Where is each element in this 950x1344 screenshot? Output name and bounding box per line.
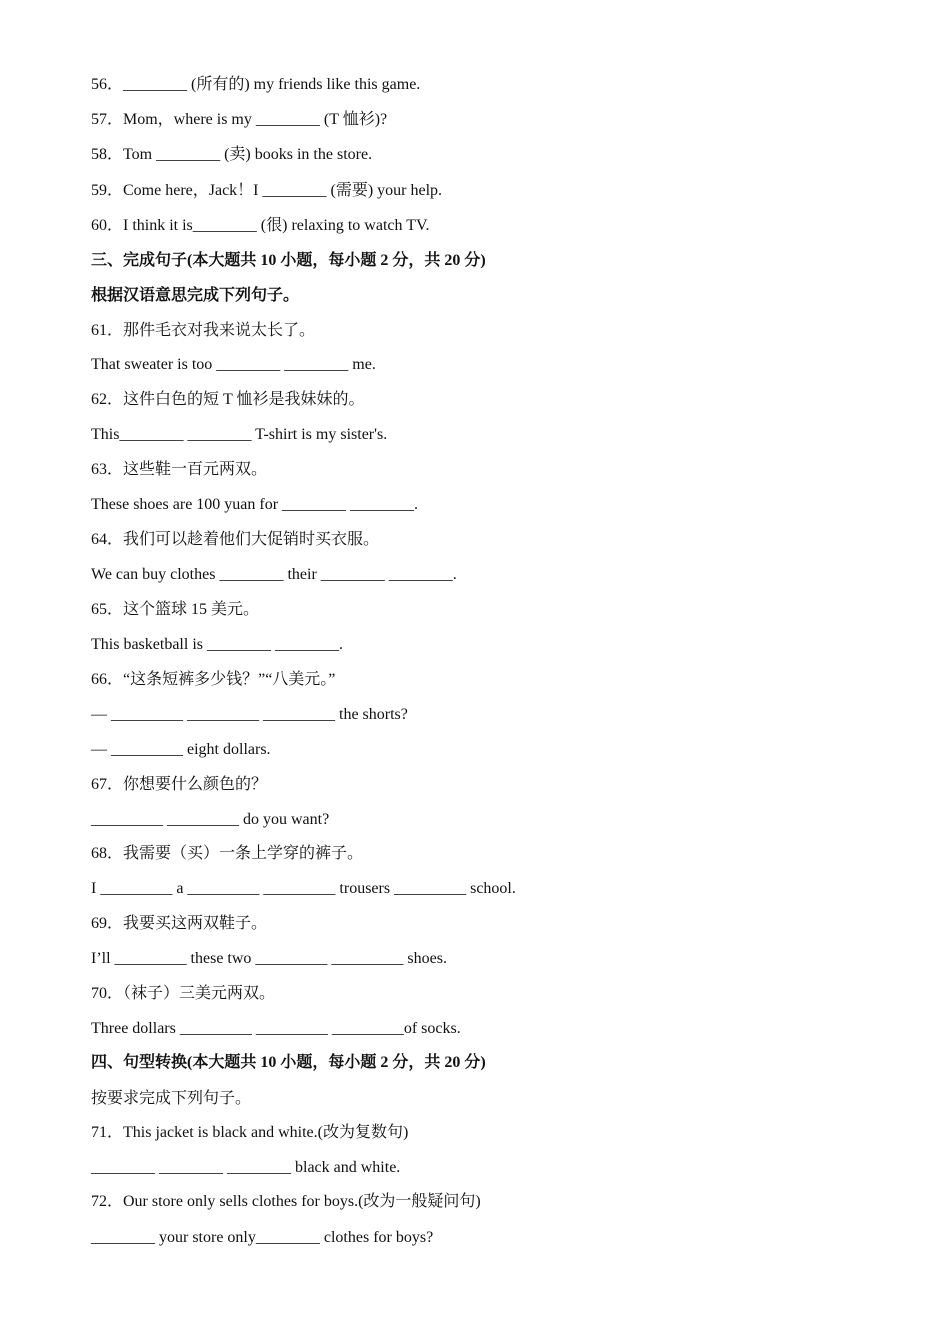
question-62-prompt: 62．这件白色的短 T 恤衫是我妹妹的。	[91, 391, 365, 408]
question-65-prompt: 65．这个篮球 15 美元。	[91, 601, 260, 618]
question-67-sentence: _________ _________ do you want?	[91, 811, 330, 828]
question-61-prompt: 61．那件毛衣对我来说太长了。	[91, 322, 316, 339]
question-63-prompt: 63．这些鞋一百元两双。	[91, 461, 268, 478]
question-68-sentence: I _________ a _________ _________ trousers _________ school.	[91, 880, 516, 897]
question-67-prompt: 67．你想要什么颜色的？	[91, 776, 268, 793]
question-66-prompt: 66．“这条短裤多少钱？”“八美元。”	[91, 671, 336, 688]
question-70-prompt: 70．（袜子）三美元两双。	[91, 985, 276, 1002]
question-63-sentence: These shoes are 100 yuan for ________ ________.	[91, 496, 419, 513]
question-71-sentence: ________ ________ ________ black and white.	[91, 1159, 401, 1176]
question-61-sentence: That sweater is too ________ ________ me.	[91, 356, 376, 373]
question-68-prompt: 68．我需要（买）一条上学穿的裤子。	[91, 845, 364, 862]
question-64-sentence: We can buy clothes ________ their ________ ________.	[91, 566, 457, 583]
question-60: 60．I think it is________ (很) relaxing to watch TV.	[91, 217, 430, 234]
question-56: 56．________ (所有的) my friends like this game.	[91, 76, 421, 93]
section-4-instruction: 按要求完成下列句子。	[91, 1090, 252, 1107]
section-3-instruction: 根据汉语意思完成下列句子。	[91, 287, 300, 304]
question-58: 58．Tom ________ (卖) books in the store.	[91, 146, 373, 163]
question-65-sentence: This basketball is ________ ________.	[91, 636, 343, 653]
question-66-line-2: — _________ eight dollars.	[91, 741, 271, 758]
question-69-sentence: I’ll _________ these two _________ _________ shoes.	[91, 950, 447, 967]
question-71-prompt: 71．This jacket is black and white.(改为复数句)	[91, 1124, 409, 1141]
question-59: 59．Come here，Jack！I ________ (需要) your help.	[91, 182, 443, 199]
question-72-sentence: ________ your store only________ clothes for boys?	[91, 1229, 434, 1246]
question-70-sentence: Three dollars _________ _________ _________of socks.	[91, 1020, 461, 1037]
question-72-prompt: 72．Our store only sells clothes for boys.(改为一般疑问句)	[91, 1193, 481, 1210]
question-66-line-1: — _________ _________ _________ the shorts?	[91, 706, 408, 723]
question-69-prompt: 69．我要买这两双鞋子。	[91, 915, 268, 932]
question-64-prompt: 64．我们可以趁着他们大促销时买衣服。	[91, 531, 380, 548]
question-57: 57．Mom，where is my ________ (T 恤衫)?	[91, 111, 388, 128]
section-4-heading: 四、句型转换(本大题共 10 小题，每小题 2 分，共 20 分)	[91, 1054, 486, 1071]
section-3-heading: 三、完成句子(本大题共 10 小题，每小题 2 分，共 20 分)	[91, 252, 486, 269]
question-62-sentence: This________ ________ T-shirt is my sister's.	[91, 426, 388, 443]
